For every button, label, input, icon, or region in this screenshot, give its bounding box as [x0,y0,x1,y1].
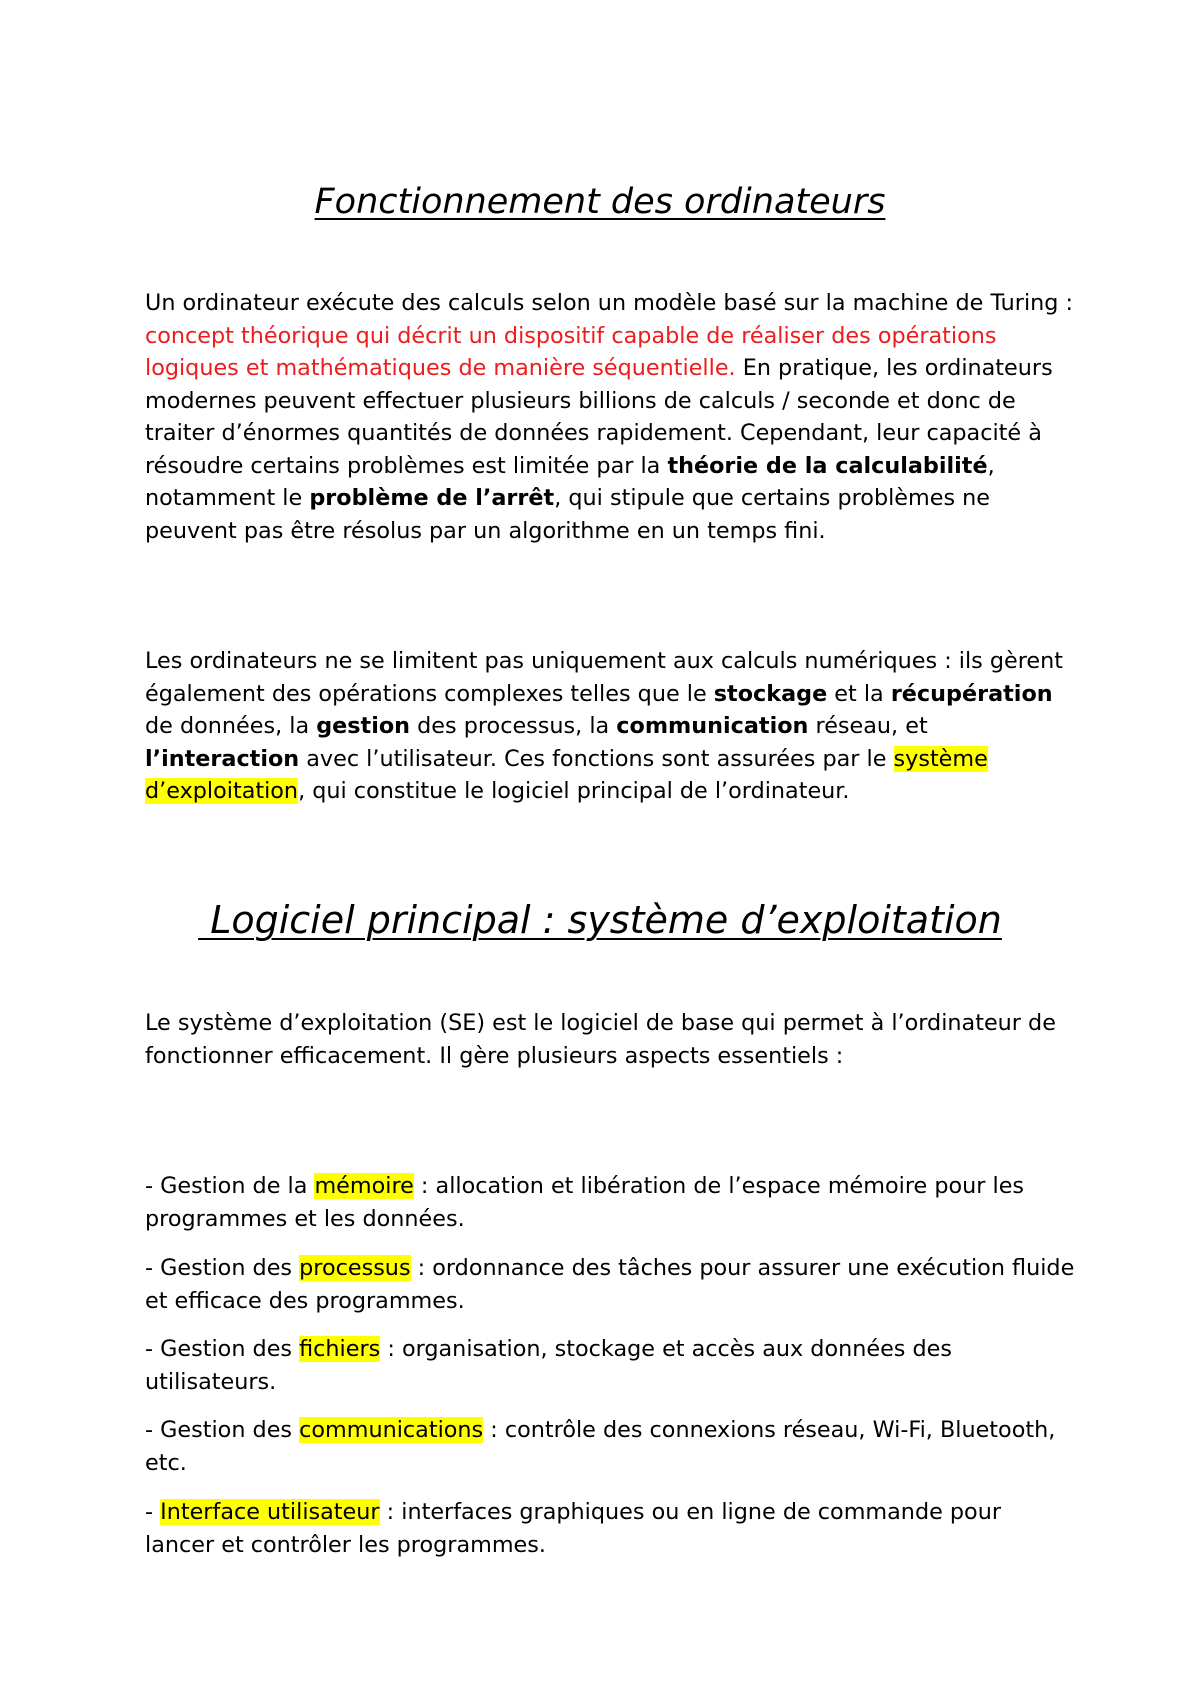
bullet-prefix: - Gestion de la [145,1173,315,1199]
text-run: et la [827,680,891,707]
paragraph-turing [145,287,1075,547]
list-item [145,1170,1075,1235]
highlight-systeme-exploitation: système d’exploitation [145,745,988,804]
bullet-text: : ordonnance des tâches pour assurer une exécution fluide et efficace des programmes. [145,1255,1075,1314]
paragraph-operations [145,645,1075,808]
highlight-processus: processus [299,1255,411,1281]
section-2-title-text: Logiciel principal : système d’exploitation [198,898,1002,942]
list-item [145,1333,1075,1398]
text-run: , qui stipule que certains problèmes ne peuvent pas être résolus par un algorithme en un temps fini. [145,485,990,544]
text-run: de données, la [145,713,317,739]
text-run: Un ordinateur exécute des calculs selon un modèle basé sur la machine de Turing : [145,290,1074,316]
bullet-text: : contrôle des connexions réseau, Wi-Fi, Bluetooth, etc. [145,1417,1056,1476]
bold-term-interaction: l’interaction [145,745,300,772]
paragraph-se-intro: Le système d’exploitation (SE) est le logiciel de base qui permet à l’ordinateur de fonctionner efficacement. Il gère plusieurs aspects essentiels : [145,1010,1056,1069]
bold-term-stockage: stockage [713,680,828,707]
text-run: , qui constitue le logiciel principal de l’ordinateur. [298,778,850,804]
highlight-fichiers: fichiers [299,1336,381,1362]
text-run: , notamment le [145,452,995,511]
red-definition-text: concept théorique qui décrit un dispositif capable de réaliser des opérations logiques et mathématiques de manière séquentielle. [145,322,997,381]
highlight-interface-utilisateur: Interface utilisateur [160,1499,380,1525]
bold-term-arret: problème de l’arrêt [309,485,555,511]
text-run: des processus, la [410,713,617,739]
bullet-text: : interfaces graphiques ou en ligne de commande pour lancer et contrôler les programmes. [145,1499,1001,1558]
section-1-title: Fonctionnement des ordinateurs [314,182,886,222]
bullet-prefix: - [145,1499,161,1525]
highlight-communications: communications [299,1417,484,1443]
text-run: avec l’utilisateur. Ces fonctions sont assurées par le [299,745,894,772]
list-item [145,1496,1075,1561]
bullet-text: : allocation et libération de l’espace mémoire pour les programmes et les données. [145,1173,1025,1232]
highlight-memoire: mémoire [314,1173,414,1199]
bullet-prefix: - Gestion des [145,1417,300,1443]
bold-term-recuperation: récupération [890,680,1053,707]
bold-term-gestion: gestion [316,713,411,739]
bold-term-calculabilite: théorie de la calculabilité [667,452,988,479]
bullet-prefix: - Gestion des [145,1255,300,1281]
list-item [145,1414,1075,1479]
list-item [145,1252,1075,1317]
text-run: réseau, et [808,713,928,739]
bullet-text: : organisation, stockage et accès aux données des utilisateurs. [145,1336,952,1395]
section-2-title [0,896,1200,944]
text-run: En pratique, les ordinateurs modernes peuvent effectuer plusieurs billions de calculs / seconde et donc de traiter d’énormes quantités de données rapidement. Cependant, leur capacité à résoudre certains problèmes est limitée par la [145,355,1053,479]
bold-term-communication: communication [616,713,809,739]
text-run: Les ordinateurs ne se limitent pas uniquement aux calculs numériques : ils gèrent également des opérations complexes telles que le [145,648,1064,707]
bullet-prefix: - Gestion des [145,1336,300,1362]
